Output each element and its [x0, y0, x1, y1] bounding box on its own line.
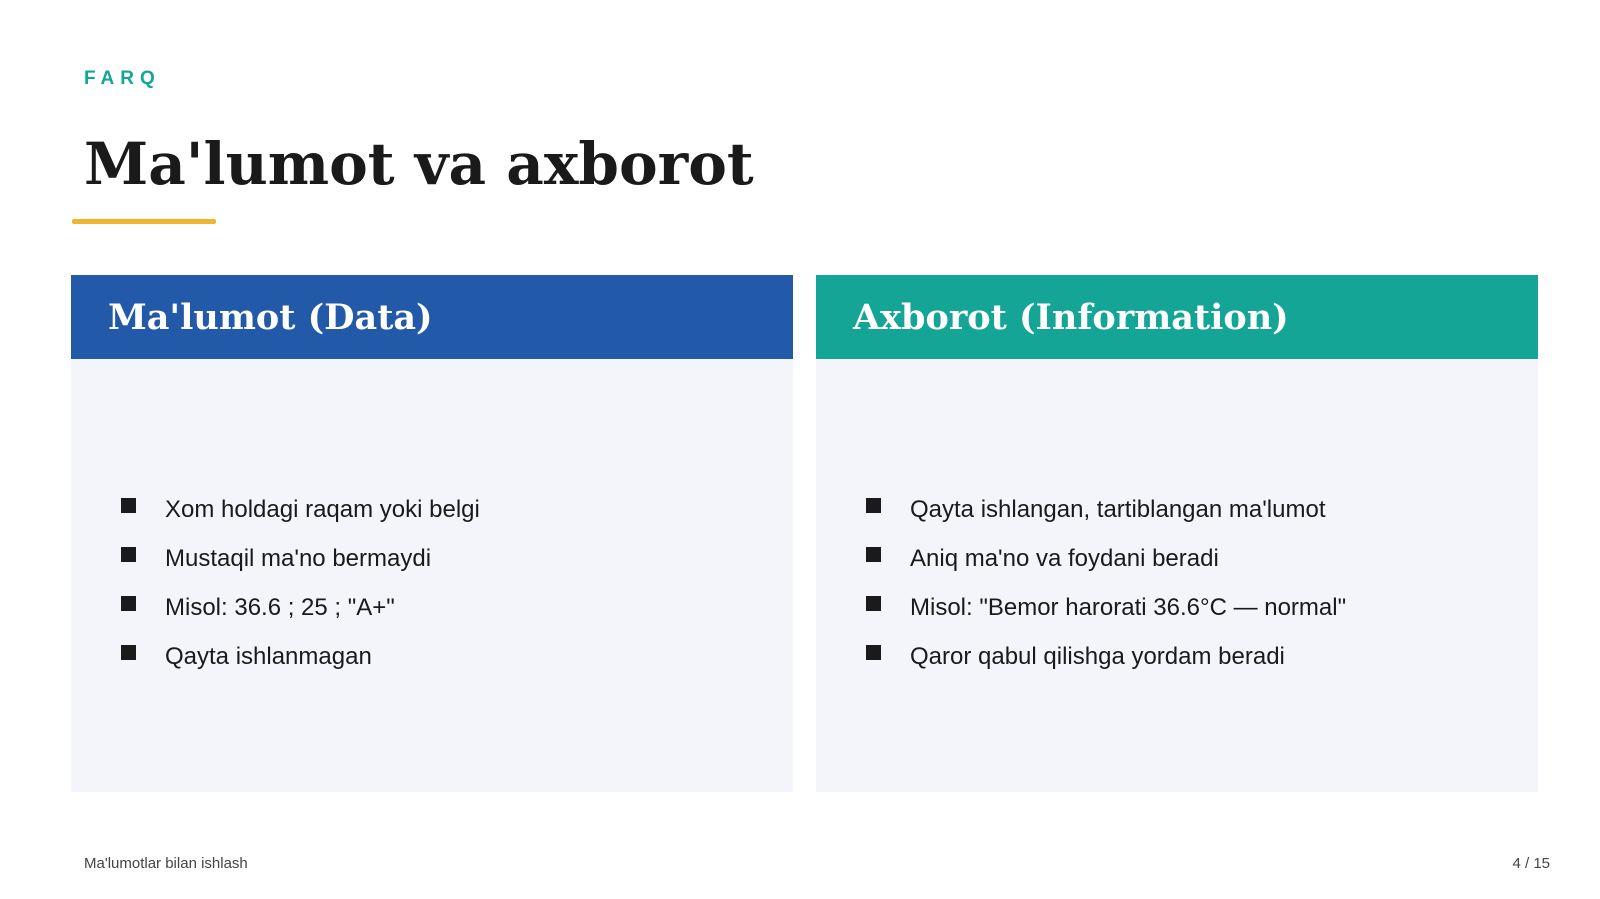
- square-bullet-icon: [121, 547, 136, 562]
- title-underline: [72, 219, 216, 224]
- list-item-text: Qaror qabul qilishga yordam beradi: [910, 642, 1285, 670]
- data-card-list: [121, 485, 480, 681]
- list-item-text: Qayta ishlanmagan: [165, 642, 372, 670]
- information-card: [816, 275, 1538, 792]
- section-eyebrow: FARQ: [84, 68, 161, 89]
- data-card: [71, 275, 793, 792]
- square-bullet-icon: [866, 596, 881, 611]
- square-bullet-icon: [866, 547, 881, 562]
- list-item: [121, 485, 480, 534]
- list-item: [866, 632, 1346, 681]
- footer-course-name: Ma'lumotlar bilan ishlash: [84, 855, 248, 872]
- list-item-text: Xom holdagi raqam yoki belgi: [165, 495, 480, 523]
- information-card-list: [866, 485, 1346, 681]
- list-item-text: Misol: 36.6 ; 25 ; "A+": [165, 593, 395, 621]
- list-item-text: Misol: "Bemor harorati 36.6°C — normal": [910, 593, 1347, 621]
- information-card-header: Axborot (Information): [816, 275, 1538, 359]
- footer-page-number: 4 / 15: [1512, 855, 1550, 872]
- list-item-text: Mustaqil ma'no bermaydi: [165, 544, 432, 572]
- square-bullet-icon: [121, 498, 136, 513]
- square-bullet-icon: [866, 498, 881, 513]
- data-card-header: Ma'lumot (Data): [71, 275, 793, 359]
- square-bullet-icon: [866, 645, 881, 660]
- square-bullet-icon: [121, 645, 136, 660]
- square-bullet-icon: [121, 596, 136, 611]
- list-item: [121, 583, 480, 632]
- list-item: [866, 485, 1346, 534]
- list-item: [121, 534, 480, 583]
- list-item: [866, 534, 1346, 583]
- list-item: [121, 632, 480, 681]
- list-item-text: Aniq ma'no va foydani beradi: [910, 544, 1219, 572]
- slide-title: Ma'lumot va axborot: [84, 130, 754, 198]
- list-item-text: Qayta ishlangan, tartiblangan ma'lumot: [910, 495, 1326, 523]
- list-item: [866, 583, 1346, 632]
